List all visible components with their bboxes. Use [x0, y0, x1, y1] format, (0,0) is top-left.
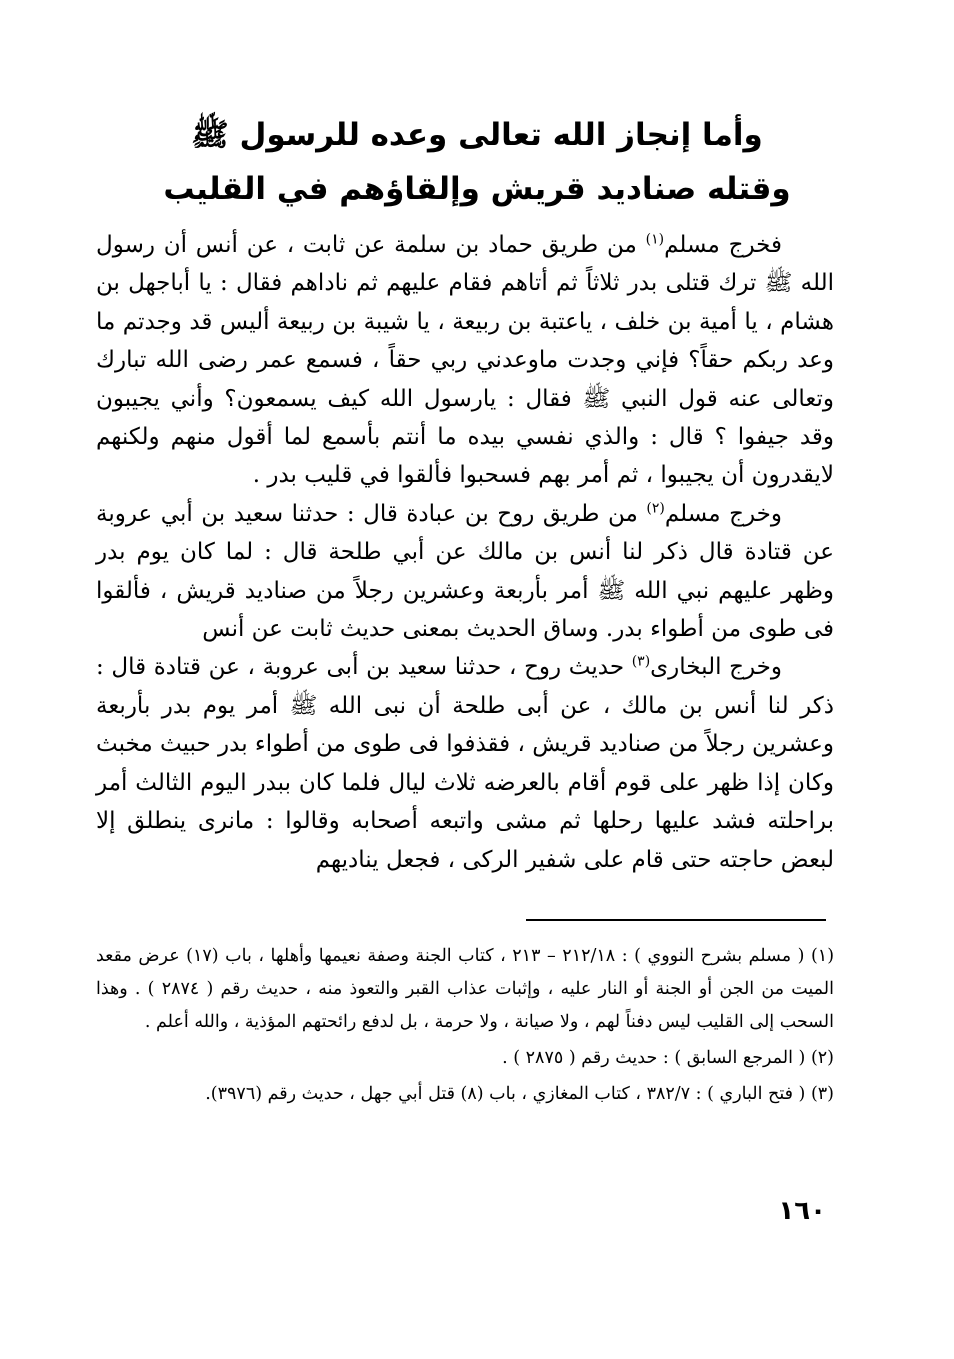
chapter-heading [90, 108, 864, 216]
footnote-ref-3: (٣) [631, 653, 651, 670]
footnote-label: (٢) [810, 1048, 834, 1068]
footnote-text: ( المرجع السابق ) : حديث رقم ( ٢٨٧٥ ) . [502, 1048, 811, 1068]
footnotes-section [96, 940, 834, 1114]
paragraph-body: من طريق روح بن عبادة قال : حدثنا سعيد بن أبي عروبة عن قتادة قال ذكر لنا أنس بن مالك عن أبي طلحة قال : لما كان يوم بدر وظهر عليهم نبي الله ﷺ أمر بأربعة وعشرين رجلاً من صناديد قريش ، فألقوا فى طوى من أطواء بدر. وساق الحديث بمعنى حديث ثابت عن أنس [96, 500, 834, 643]
paragraph-muslim-1 [96, 226, 834, 495]
footnote-label: (١) [810, 946, 835, 966]
footnote-ref-2: (٢) [646, 500, 665, 517]
paragraph-muslim-2 [96, 495, 834, 649]
heading-line-2: وقتله صناديد قريش وإلقاؤهم في القليب [163, 171, 791, 207]
main-text [96, 226, 834, 879]
paragraph-opening: وخرج مسلم [664, 500, 782, 527]
footnote-text: ( مسلم بشرح النووي ) : ٢١٢/١٨ – ٢١٣ ، كتاب الجنة وصفة نعيمها وأهلها ، باب (١٧) عرض مقعد الميت من الجن أو الجنة أو النار عليه ، وإثبات عذاب القبر والتعوذ منه ، حديث رقم ( ٢٨٧٤ ) . وهذا السحب إلى القليب ليس دفناً لهم ، ولا صيانة ، ولا حرمة ، بل لدفع رائحتهم المؤذية ، والله أعلم . [96, 946, 834, 1032]
paragraph-bukhari [96, 648, 834, 878]
page-number: ١٦٠ [778, 1196, 826, 1226]
footnote-label: (٣) [810, 1084, 834, 1104]
paragraph-opening: فخرج مسلم [664, 232, 782, 258]
footnote-2 [96, 1042, 834, 1075]
footnote-divider [526, 919, 826, 921]
paragraph-body: من طريق حماد بن سلمة عن ثابت ، عن أنس أن رسول الله ﷺ ترك قتلى بدر ثلاثاً ثم أتاهم فقام عليهم ثم ناداهم فقال : يا أباجهل بن هشام ، يا أمية بن خلف ، ياعتبة بن ربيعة ، يا شيبة بن ربيعة أليس قد وجدتم ما وعد ربكم حقاً؟ فإني وجدت ماوعدني ربي حقاً ، فسمع عمر رضى الله تبارك وتعالى عنه قول النبي ﷺ فقال : يارسول الله كيف يسمعون؟ وأني يجيبون وقد جيفوا ؟ قال : والذي نفسي بيده ما أنتم بأسمع لما أقول منهم ولكنهم لايقدرون أن يجيبوا ، ثم أمر بهم فسحبوا فألقوا في قليب بدر . [96, 232, 834, 489]
paragraph-body: حديث روح ، حدثنا سعيد بن أبى عروبة ، عن قتادة قال : ذكر لنا أنس بن مالك ، عن أبى طلحة أن نبى الله ﷺ أمر يوم بدر بأربعة وعشرين رجلاً من صناديد قريش ، فقذفوا فى طوى من أطواء بدر حبيث مخبث وكان إذا ظهر على قوم أقام بالعرضه ثلاث ليال فلما كان ببدر اليوم الثالث أمر براحلته فشد عليها رحلها ثم مشى واتبعه أصحابه وقالوا : مانرى ينطلق إلا لبعض حاجته حتى قام على شفير الركى ، فجعل يناديهم [96, 654, 834, 873]
footnote-3 [96, 1078, 834, 1111]
heading-line-1: وأما إنجاز الله تعالى وعده للرسول ﷺ [191, 117, 763, 153]
footnote-ref-1: (١) [645, 231, 665, 248]
footnote-text: ( فتح الباري ) : ٣٨٢/٧ ، كتاب المغازي ، باب (٨) قتل أبي جهل ، حديث رقم (٣٩٧٦). [205, 1084, 811, 1104]
paragraph-opening: وخرج البخارى [650, 654, 782, 681]
footnote-1 [96, 940, 834, 1039]
